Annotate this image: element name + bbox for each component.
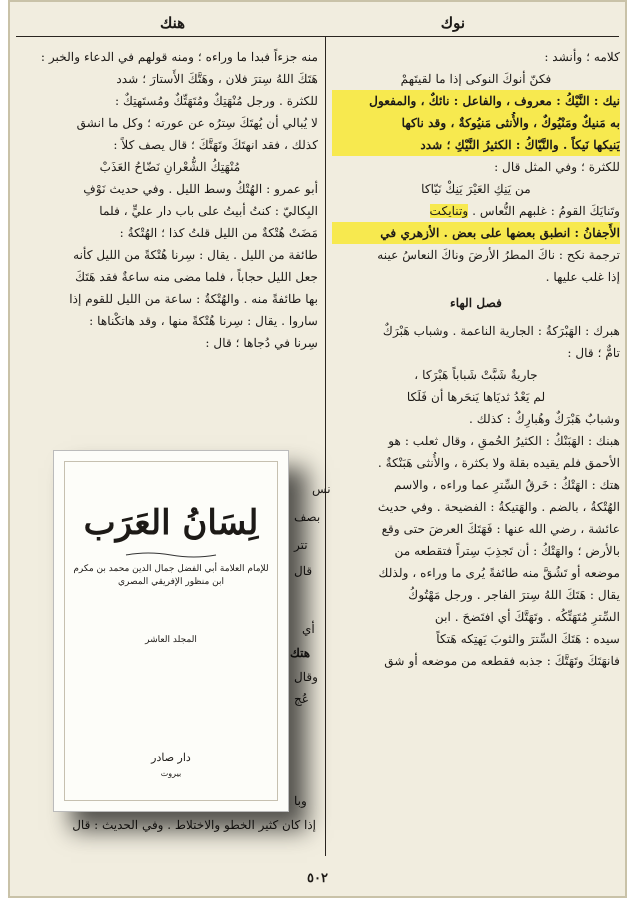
left-column	[22, 46, 318, 354]
column-divider	[325, 37, 326, 856]
text-line: عائشة ، رضي الله عنها : فَهَتَكَ العرضَ حتى وقع	[381, 522, 620, 536]
text-fragment: أي	[302, 622, 315, 636]
text-fragment: وبا	[294, 794, 307, 808]
text-fragment: بصف	[294, 510, 321, 524]
text-line: هَتَكَ اللهُ سِترَ فلان ، وهَتَّكَ الأَستارَ ؛ شدد	[116, 72, 318, 86]
text-line: موضعه أو تَشُقَّ منه طائفةً يُرى ما وراءه ، ولذلك	[378, 566, 620, 580]
text-line: ساروا . يقال : سِرنا هُتْكةً منها ، وقد هاتكْناها :	[89, 314, 318, 328]
book-cover-image	[53, 450, 289, 812]
cover-city: بيروت	[160, 769, 182, 778]
text-fragment: تتر	[294, 538, 308, 552]
text-line: أبو عمرو : الهُتْكُ وسط الليل . وفي حديث نَوْفِ	[83, 182, 318, 196]
text-line: للكثرة ؛ وفي المثل قال :	[494, 160, 620, 174]
text-line: الهُتْكةُ ، بالضم . والهَتيكةُ : الفضيحة . وفي حديث	[377, 500, 620, 514]
text-fragment: إذا كان كثير الخطو والاختلاط . وفي الحديث : قال	[72, 818, 316, 832]
text-line: طائفة من الليل . يقال : سِرنا هُتْكةً من الليل كأنه	[73, 248, 318, 262]
text-line: كلامه ؛ وأنشد :	[544, 50, 620, 64]
text-line: الأحمق فلم يقيده بقلة ولا بكثرة ، والأُنثى هَبَنْكةٌ .	[377, 456, 620, 470]
text-line: فانهَتَكَ وتَهَتَّكَ : جذبه فقطعه من موضعه أو شق	[384, 654, 620, 668]
section-heading: فصل الهاء	[449, 296, 503, 310]
header-right-entry: نوك	[440, 14, 465, 32]
text-line: وشبابٌ هَبْرَكٌ وهُبارِكٌ : كذلك .	[468, 412, 620, 426]
text-fragment: وقال	[294, 670, 318, 684]
text-line: منه جزءاً فبدا ما وراءه ؛ ومنه قولهم في الدعاء والخبر :	[40, 50, 318, 64]
text-line: تامٌّ ؛ قال :	[567, 346, 620, 360]
text-line: مَضَتْ هُتْكةٌ من الليل قلتُ كذا ؛ الهُتْكةُ :	[119, 226, 318, 240]
text-line: هتك : الهَتْكُ : خَرقُ السِّترِ عما وراءه ، والاسم	[394, 478, 620, 492]
text-line: وتَنايَكَ القومُ : غلبهم النُّعاس . وتنايكت	[429, 204, 620, 218]
right-column	[332, 46, 620, 672]
verse-line: لم يَعْدُ ثديَاها يَنحَرها أن فَلَكا	[406, 390, 546, 404]
text-line: نيك : النَّيْكُ : معروف ، والفاعل : نائكٌ ، والمفعول	[332, 90, 620, 112]
text-line: به مَنيكٌ ومَنْيُوكٌ ، والأُنثى مَنيُوكةٌ ، وقد ناكها	[332, 112, 620, 134]
header-left-entry: هنك	[160, 14, 186, 32]
verse-line: من يَنِكِ العَيْرَ يَنِكْ نَيّاكا	[421, 182, 531, 196]
text-line: كذلك ، فقد انهتَكَ وتَهَتَّكَ ؛ قال يصف كلاً :	[113, 138, 318, 152]
verse-line: فكنّ أنوكَ النوكى إذا ما لقيتَهمْ	[400, 72, 552, 86]
text-line: يَنيكها نَيكاً . والنَّيّاكُ : الكثيرُ النَّيْكِ ؛ شدد	[332, 134, 620, 156]
text-line: إذا غلب عليها .	[545, 270, 620, 284]
text-line: ترجمة نكح : ناكَ المطرُ الأرضَ وناكَ النعاسُ عينه	[377, 248, 620, 262]
cover-publisher: دار صادر	[151, 751, 191, 764]
text-fragment: نس	[312, 482, 331, 496]
text-line: هبرك : الهَبْرَكةُ : الجارية الناعمة . وشباب هَبْرَكٌ	[382, 324, 620, 338]
text-line: سيده : هَتَكَ السِّترَ والثوبَ يَهتِكه هَتكاً	[436, 632, 620, 646]
header-rule	[16, 36, 619, 37]
ornament-icon	[124, 551, 218, 559]
cover-author-line2: ابن منظور الإفريقي المصري	[117, 577, 225, 587]
text-line: السِّترِ مُتَهَتِّكُه . وتَهَتَّكَ أي افتَضحَ . ابن	[434, 610, 620, 624]
text-line: لا يُبالي أن يُهتَكَ سِترُه عن عورته ؛ وكل ما انشق	[76, 116, 318, 130]
verse-line: جاريةٌ شَبَّتْ شَباباً هَبْرَكا ،	[414, 368, 538, 382]
text-line: بالأرض ؛ والهَتْكُ : أن تَجذِبَ سِتراً فتقطعه من	[394, 544, 620, 558]
verse-line: مُنْهَتِكُ الشُّعْرانِ نَضّاحُ العَذَبْ	[99, 160, 241, 174]
text-line: سِرنا في دُجاها ؛ قال :	[205, 336, 318, 350]
text-line: البِكاليّ : كنتُ أبيتُ على باب دار عليٍّ ، فلما	[99, 204, 318, 218]
cover-author	[68, 563, 274, 589]
text-fragment: عُج	[294, 692, 309, 706]
text-fragment: قال	[294, 564, 313, 578]
text-fragment: هتك	[290, 646, 311, 660]
highlighted-term: وتنايكت	[429, 204, 469, 218]
cover-title: لِسَانُ العَرَب	[83, 503, 259, 543]
cover-author-line1: للإمام العلامة أبي الفضل جمال الدين محمد بن مكرم	[73, 564, 269, 574]
text-line: بها طائفةً منه . والهُتْكةُ : ساعة من الليل للقوم إذا	[69, 292, 318, 306]
text-line: يقال : هَتَكَ اللهُ سِترَ الفاجر . ورجل مَهْتُوكُ	[408, 588, 620, 602]
text-line: هبنك : الهَبَنْكُ : الكثيرُ الحُمقِ ، وقال ثعلب : هو	[388, 434, 620, 448]
text-line: جعل الليل حجاباً ، فلما مضى منه ساعةٌ فقد هَتَكَ	[75, 270, 318, 284]
text-line: للكثرة . ورجل مُنْهَتِكٌ ومُتَهَتِّكٌ ومُستَهتِكٌ :	[115, 94, 318, 108]
cover-volume: المجلد العاشر	[145, 635, 197, 645]
page-number: ٥٠٢	[307, 871, 328, 886]
text-line: الأَجفانُ : انطبق بعضها على بعض . الأزهري في	[332, 222, 620, 244]
